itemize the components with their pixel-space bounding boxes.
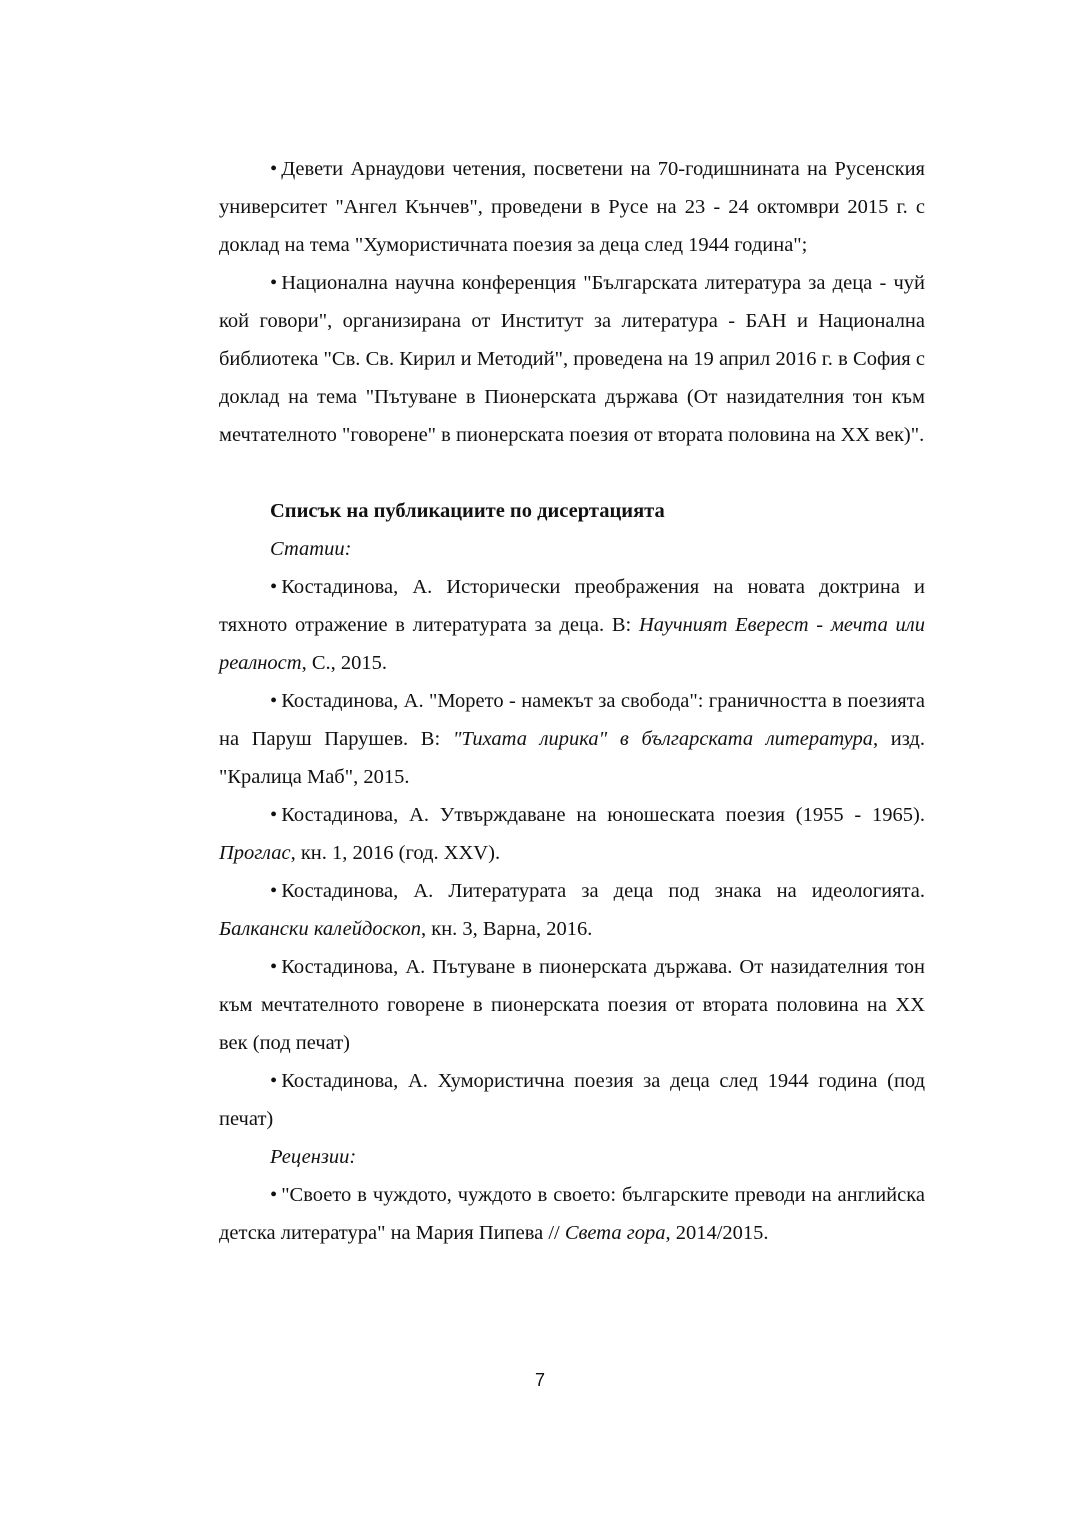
article-item: • Костадинова, А. Исторически преображения на новата доктрина и тяхното отражение в литературата за деца. В: Научният Еверест - мечта или реалност, С., 2015.	[219, 568, 925, 682]
conference-item: • Национална научна конференция "Българската литература за деца - чуй кой говори", организирана от Институт за литература - БАН и Национална библиотека "Св. Св. Кирил и Методий", проведена на 19 април 2016 г. в София с доклад на тема "Пътуване в Пионерската държава (От назидателния тон към мечтателното "говорене" в пионерската поезия от втората половина на XX век)".	[219, 264, 925, 454]
article-item: • Костадинова, А. Пътуване в пионерската държава. От назидателния тон към мечтателното говорене в пионерската поезия от втората половина на XX век (под печат)	[219, 948, 925, 1062]
page-content	[219, 150, 925, 1252]
article-item: • Костадинова, А. "Морето - намекът за свобода": граничността в поезията на Паруш Парушев. В: "Тихата лирика" в българската литература, изд. "Кралица Маб", 2015.	[219, 682, 925, 796]
publications-heading: Списък на публикациите по дисертацията	[270, 500, 665, 522]
conference-item: • Девети Арнаудови четения, посветени на 70-годишнината на Русенския университет "Ангел Кънчев", проведени в Русе на 23 - 24 октомври 2015 г. с доклад на тема "Хумористичната поезия за деца след 1944 година";	[219, 150, 925, 264]
page-number: 7	[534, 1370, 545, 1390]
articles-subheading: Статии:	[270, 538, 352, 560]
article-item: • Костадинова, А. Утвърждаване на юношеската поезия (1955 - 1965). Проглас, кн. 1, 2016 (год. XXV).	[219, 796, 925, 872]
article-item: • Костадинова, А. Хумористична поезия за деца след 1944 година (под печат)	[219, 1062, 925, 1138]
article-item: • Костадинова, А. Литературата за деца под знака на идеологията. Балкански калейдоскоп, кн. 3, Варна, 2016.	[219, 872, 925, 948]
reviews-subheading: Рецензии:	[270, 1146, 357, 1168]
section-spacer	[219, 454, 925, 492]
review-item: • "Своето в чуждото, чуждото в своето: българските преводи на английска детска литература" на Мария Пипева // Света гора, 2014/2015.	[219, 1176, 925, 1252]
